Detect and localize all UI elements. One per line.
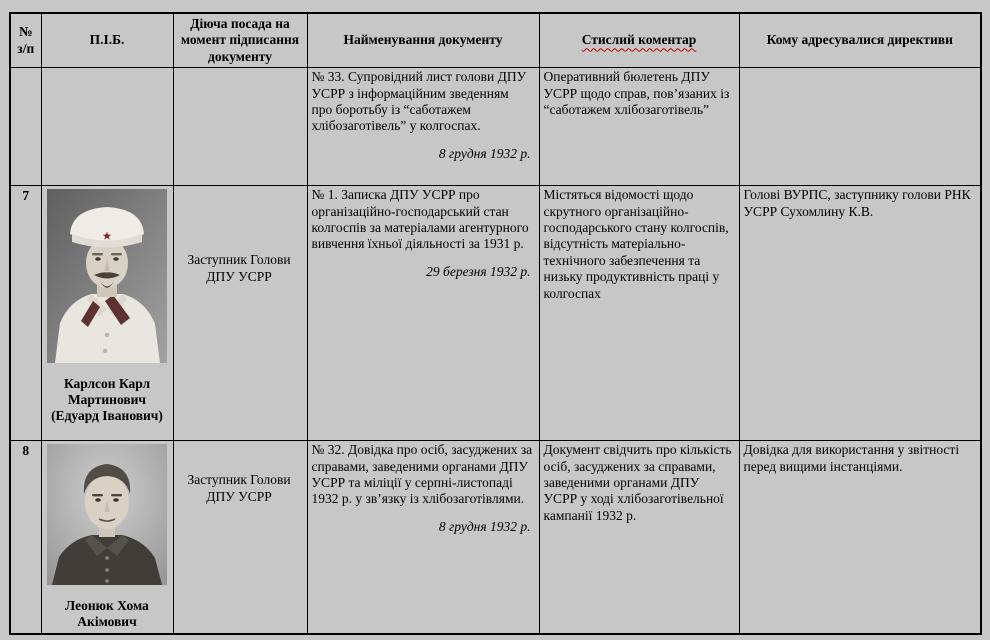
addressee-cell: Голові ВУРПС, заступнику голови РНК УСРР Сухомлину К.В. bbox=[739, 186, 981, 441]
addressee-cell bbox=[739, 68, 981, 186]
position-cell: Заступник Голови ДПУ УСРР bbox=[173, 441, 307, 635]
document-title: № 33. Супровідний лист голови ДПУ УСРР з інформаційним зведенням про боротьбу із “саботажем хлібозаготівель” у колгоспах. bbox=[311, 69, 527, 134]
document-cell bbox=[307, 68, 539, 186]
header-document-name: Найменування документу bbox=[307, 13, 539, 68]
table-header-row bbox=[10, 13, 981, 68]
row-number-cell: 8 bbox=[10, 441, 41, 635]
row-number-cell bbox=[10, 68, 41, 186]
header-addressees: Кому адресувалися директиви bbox=[739, 13, 981, 68]
document-date: 8 грудня 1932 р. bbox=[438, 145, 531, 161]
header-row-number: № з/п bbox=[10, 13, 41, 68]
person-name: Карлсон Карл Мартинович (Едуард Іванович) bbox=[51, 376, 163, 424]
comment-cell: Документ свідчить про кількість осіб, засуджених за справами, заведеними органами ДПУ УСРР у ході хлібозаготівельної кампанії 1932 р. bbox=[539, 441, 739, 635]
archive-documents-table bbox=[9, 12, 982, 635]
addressee-cell: Довідка для використання у звітності перед вищими інстанціями. bbox=[739, 441, 981, 635]
document-cell bbox=[307, 186, 539, 441]
header-brief-comment-label: Стислий коментар bbox=[581, 32, 697, 48]
position-cell: Заступник Голови ДПУ УСРР bbox=[173, 186, 307, 441]
header-full-name: П.І.Б. bbox=[41, 13, 173, 68]
row-number-cell: 7 bbox=[10, 186, 41, 441]
document-date: 29 березня 1932 р. bbox=[426, 263, 531, 279]
document-date: 8 грудня 1932 р. bbox=[438, 518, 531, 534]
person-name: Леонюк Хома Акімович bbox=[65, 598, 149, 630]
table-row-7 bbox=[10, 186, 981, 441]
document-title: № 1. Записка ДПУ УСРР про організаційно-господарський стан колгоспів за матеріалами агентурного вивчення їхньої діяльності за 1931 р. bbox=[311, 187, 529, 252]
portrait-photo-leoniuk bbox=[47, 444, 167, 585]
document-title: № 32. Довідка про осіб, засуджених за справами, заведеними органами ДПУ УСРР та міліції у серпні-листопаді 1932 р. у зв’язку із хлібозаготівлями. bbox=[311, 442, 533, 507]
person-cell bbox=[41, 68, 173, 186]
portrait-photo-karlson bbox=[47, 189, 167, 363]
table-row-8 bbox=[10, 441, 981, 635]
person-cell bbox=[41, 186, 173, 441]
position-cell bbox=[173, 68, 307, 186]
header-brief-comment bbox=[539, 13, 739, 68]
header-position: Діюча посада на момент підписання документу bbox=[173, 13, 307, 68]
document-cell bbox=[307, 441, 539, 635]
comment-cell: Містяться відомості щодо скрутного організаційно-господарського стану колгоспів, відсутність матеріально-технічного забезпечення та низьку продуктивність праці у колгоспах bbox=[539, 186, 739, 441]
comment-cell: Оперативний бюлетень ДПУ УСРР щодо справ, пов’язаних із “саботажем хлібозаготівель” bbox=[539, 68, 739, 186]
person-cell bbox=[41, 441, 173, 635]
table-row-continuation bbox=[10, 68, 981, 186]
